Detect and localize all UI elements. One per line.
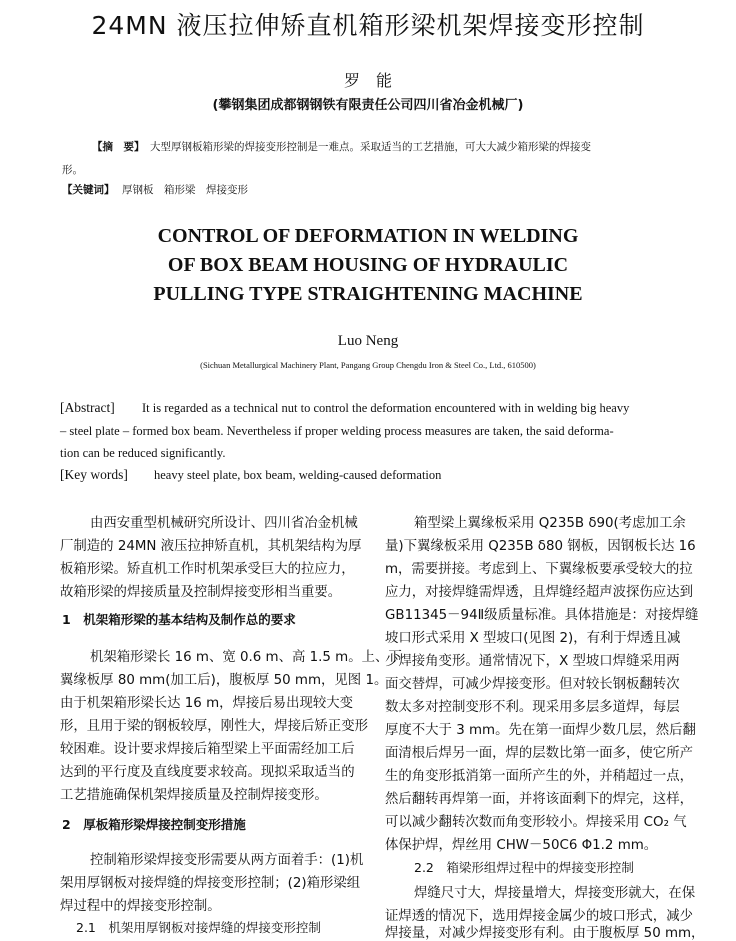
body-left-line: 厂制造的 24MN 液压拉抻矫直机，其机架结构为厚 (60, 539, 362, 554)
author-cn: 罗 能 (343, 71, 392, 90)
body-left-line: 架用厚钢板对接焊缝的焊接变形控制；(2)箱形梁组 (60, 876, 361, 891)
body-left-line: 由西安重型机械研究所设计、四川省冶金机械 (90, 516, 358, 531)
body-right-line: 量)下翼缘板采用 Q235B δ80 钢板，因钢板长达 16 (385, 539, 696, 554)
body-right-line: m，需要拼接。考虑到上、下翼缘板要承受较大的拉 (385, 562, 693, 577)
abstract-en-label: [Abstract] (60, 400, 115, 415)
title-en-line-3: PULLING TYPE STRAIGHTENING MACHINE (153, 283, 583, 305)
body-right-line: 生的角变形抵消第一面所产生的外，并稍超过一点， (385, 769, 693, 784)
abstract-en-line-3: tion can be reduced significantly. (60, 446, 226, 460)
abstract-cn-line-1: 大型厚钢板箱形梁的焊接变形控制是一难点。采取适当的工艺措施，可大大减少箱形梁的焊接变 (150, 141, 591, 153)
body-right-line: GB11345－94Ⅱ级质量标准。具体措施是：对接焊缝 (385, 608, 699, 623)
body-right-line: 体保护焊，焊丝用 CHW－50C6 Φ1.2 mm。 (385, 838, 658, 853)
body-left-line: 机架箱形梁长 16 m、宽 0.6 m、高 1.5 m。上、下 (90, 650, 402, 665)
affiliation-cn: (攀钢集团成都钢钢铁有限责任公司四川省冶金机械厂) (212, 98, 524, 113)
body-right-line: 然后翻转再焊第一面，并将该面剩下的焊完，这样， (385, 792, 693, 807)
body-right-line: 少焊接角变形。通常情况下，X 型坡口焊缝采用两 (385, 654, 680, 669)
body-right-line: 面交替焊，可减少焊接变形。但对较长钢板翻转次 (385, 677, 680, 692)
section-heading-2: 2 厚板箱形梁焊接控制变形措施 (62, 817, 246, 832)
body-right-line: 数太多对控制变形不利。现采用多层多道焊，每层 (385, 700, 680, 715)
body-left-line: 较困难。设计要求焊接后箱型梁上平面需经加工后 (60, 742, 355, 757)
abstract-cn-line-2: 形。 (62, 164, 83, 176)
keywords-en-text: heavy steel plate, box beam, welding-caused deformation (154, 468, 442, 482)
subsection-heading-2-1: 2.1 机架用厚钢板对接焊缝的焊接变形控制 (76, 920, 321, 935)
body-right-line: 坡口形式采用 X 型坡口(见图 2)，有利于焊透且减 (385, 631, 681, 646)
abstract-cn-label: 【摘 要】 (92, 141, 145, 153)
body-right-line: 厚度不大于 3 mm。先在第一面焊少数几层，然后翻 (385, 723, 696, 738)
body-right-line: 焊缝尺寸大，焊接量增大，焊接变形就大，在保 (414, 886, 696, 901)
body-left-line: 故箱形梁的焊接质量及控制焊接变形相当重要。 (60, 585, 342, 600)
body-left-line: 控制箱形梁焊接变形需要从两方面着手：(1)机 (90, 853, 364, 868)
title-en-line-2: OF BOX BEAM HOUSING OF HYDRAULIC (167, 254, 569, 276)
body-left-line: 由于机架箱形梁长达 16 m，焊接后易出现较大变 (60, 696, 354, 711)
paper-title-en (0, 222, 736, 309)
body-left-line: 工艺措施确保机架焊接质量及控制焊接变形。 (60, 788, 328, 803)
keywords-en-label: [Key words] (60, 467, 128, 482)
body-right-line: 可以减少翻转次数而角变形较小。焊接采用 CO₂ 气 (385, 815, 687, 830)
subsection-heading-2-2: 2.2 箱梁形组焊过程中的焊接变形控制 (414, 860, 634, 875)
body-right-line: 证焊透的情况下，选用焊接金属少的坡口形式，减少 (385, 909, 693, 924)
body-left-line: 板箱形梁。矫直机工作时机架承受巨大的拉应力， (60, 562, 355, 577)
abstract-en-line-2: – steel plate – formed box beam. Nevertheless if proper welding process measures are taken, the said deforma- (60, 424, 614, 438)
abstract-en-line-1: It is regarded as a technical nut to control the deformation encountered with in welding big heavy (142, 401, 630, 415)
affiliation-en: (Sichuan Metallurgical Machinery Plant, Pangang Group Chengdu Iron & Steel Co., Ltd., 610500) (200, 360, 536, 370)
body-right-line: 面清根后焊另一面，焊的层数比第一面多，使它所产 (385, 746, 693, 761)
section-heading-1: 1 机架箱形梁的基本结构及制作总的要求 (62, 612, 296, 627)
paper-title-cn: 24MN 液压拉伸矫直机箱形梁机架焊接变形控制 (91, 11, 645, 40)
body-left-line: 翼缘板厚 80 mm(加工后)，腹板厚 50 mm，见图 1。 (60, 673, 388, 688)
author-en: Luo Neng (337, 333, 399, 349)
title-en-line-1: CONTROL OF DEFORMATION IN WELDING (157, 225, 579, 247)
keywords-cn-text: 厚钢板 箱形梁 焊接变形 (122, 184, 248, 196)
body-right-line: 焊接量，对减少焊接变形有利。由于腹板厚 50 mm， (385, 926, 705, 941)
body-left-line: 达到的平行度及直线度要求较高。现拟采取适当的 (60, 765, 355, 780)
body-right-line: 箱型梁上翼缘板采用 Q235B δ90(考虑加工余 (414, 516, 686, 531)
body-right-line: 应力，对接焊缝需焊透，且焊缝经超声波探伤应达到 (385, 585, 693, 600)
body-left-line: 形，且用于梁的钢板较厚，刚性大，焊接后矫正变形 (60, 719, 368, 734)
body-left-line: 焊过程中的焊接变形控制。 (60, 899, 221, 914)
keywords-cn-label: 【关键词】 (62, 184, 115, 196)
